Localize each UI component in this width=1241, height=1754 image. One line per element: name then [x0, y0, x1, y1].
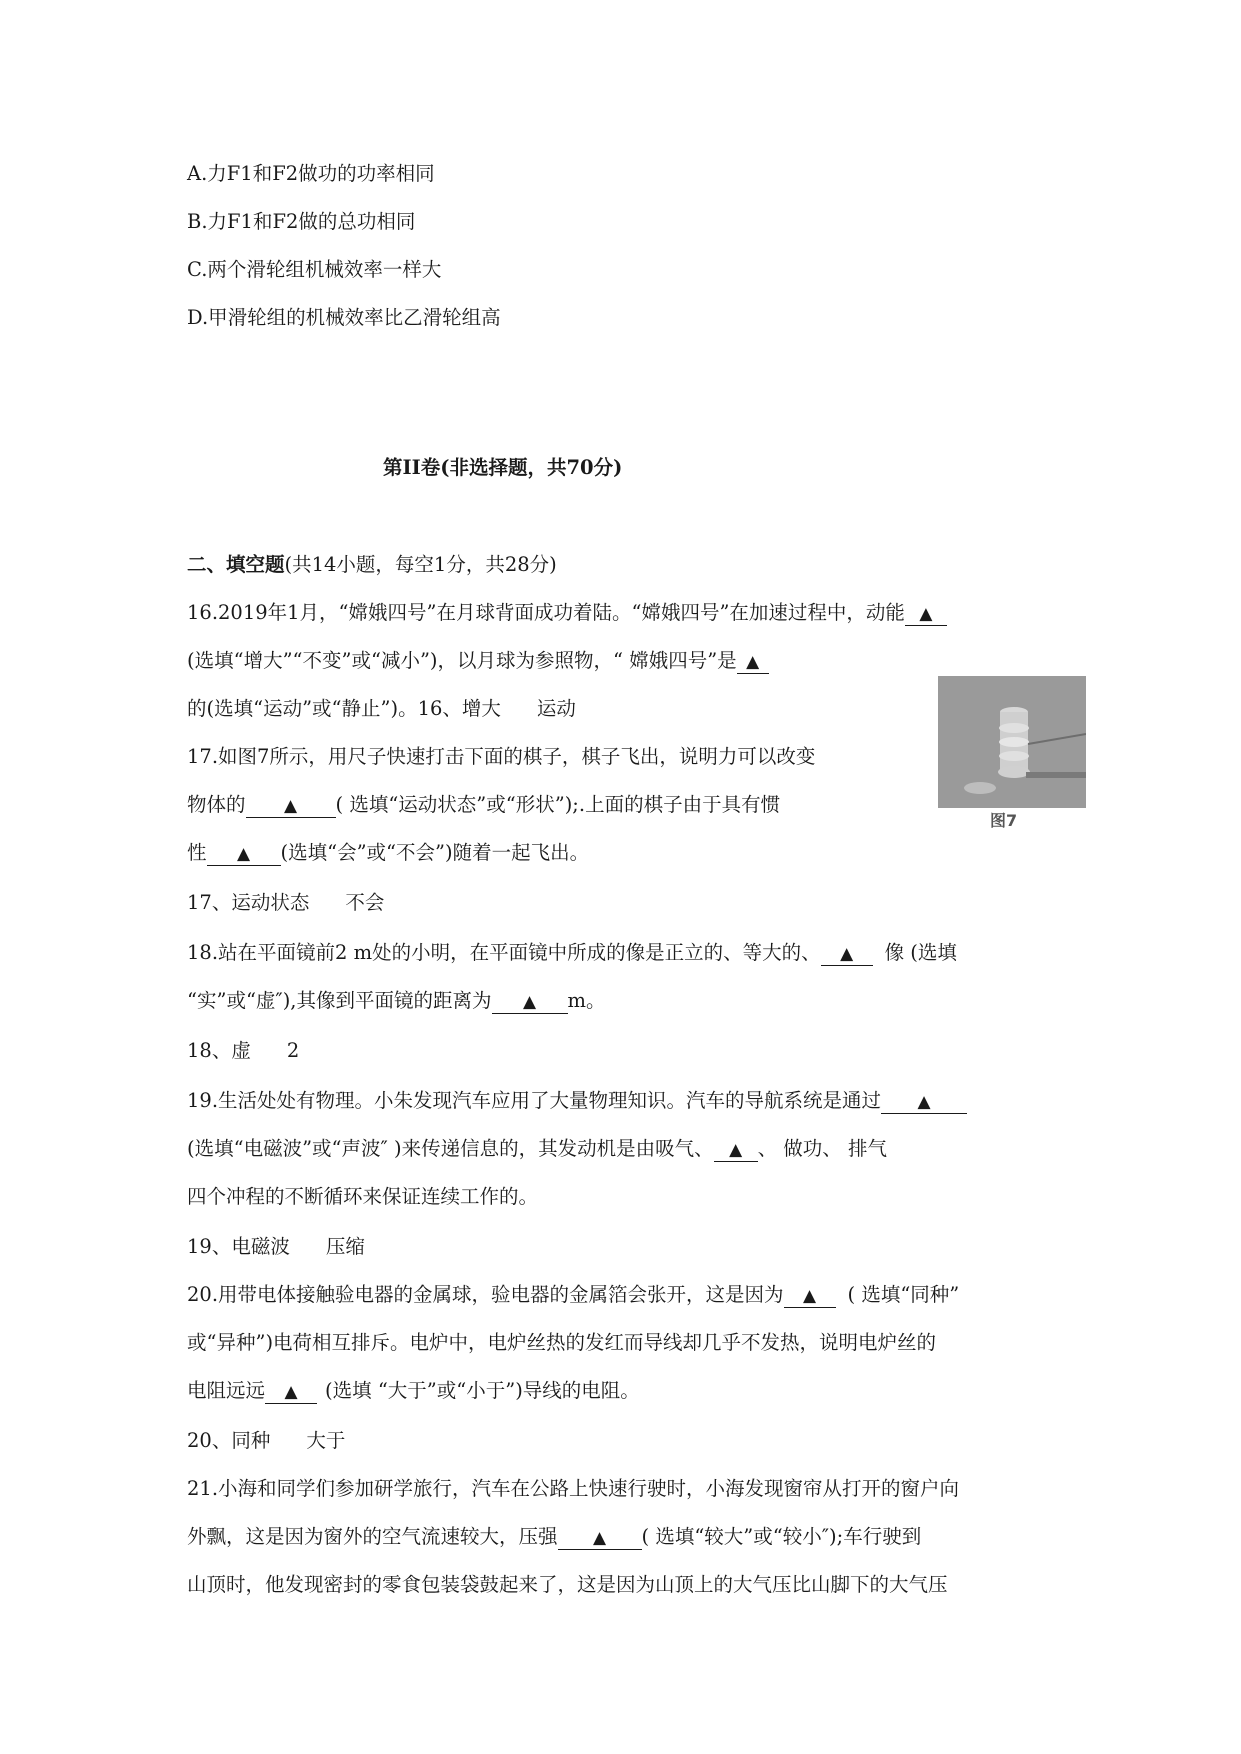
- q19-text2b: 、 做功、 排气: [757, 1137, 888, 1160]
- q19-text2a: (选填“电磁波”或“声波″ )来传递信息的，其发动机是由吸气、: [187, 1137, 714, 1160]
- q17-text3a: 性: [187, 841, 207, 864]
- q17-answer-a: 17、运动状态: [187, 891, 310, 914]
- figure-7-label: 图7: [990, 811, 1018, 830]
- q16-line2: [187, 648, 769, 674]
- option-a: A.力F1和F2做功的功率相同: [187, 162, 435, 185]
- q18-blank2: ▲: [492, 991, 568, 1014]
- q20-text1a: 20.用带电体接触验电器的金属球，验电器的金属箔会张开，这是因为: [187, 1283, 784, 1306]
- q21-blank1: ▲: [558, 1527, 642, 1550]
- q19-line3: 四个冲程的不断循环来保证连续工作的。: [187, 1185, 539, 1208]
- q16-line1: [187, 600, 947, 626]
- q19-text1: 19.生活处处有物理。小朱发现汽车应用了大量物理知识。汽车的导航系统是通过: [187, 1089, 882, 1112]
- q18-text2a: “实”或“虚″),其像到平面镜的距离为: [187, 989, 492, 1012]
- q20-answer-b: 大于: [306, 1429, 346, 1452]
- option-b: B.力F1和F2做的总功相同: [187, 210, 416, 233]
- q19-blank1: ▲: [881, 1091, 967, 1114]
- q20-text3b: (选填 “大于”或“小于”)导线的电阻。: [325, 1379, 640, 1402]
- q21-text2a: 外飘，这是因为窗外的空气流速较大，压强: [187, 1525, 558, 1548]
- q19-answer: [187, 1234, 365, 1260]
- q17-text2a: 物体的: [187, 793, 246, 816]
- q16-blank1: ▲: [905, 603, 947, 626]
- section-note: (共14小题，每空1分，共28分): [284, 553, 557, 576]
- q18-answer-b: 2: [286, 1039, 300, 1062]
- q16-answer2: 运动: [536, 697, 576, 720]
- q20-answer: [187, 1428, 345, 1454]
- q16-text2: (选填“增大”“不变”或“减小”)，以月球为参照物，“ 嫦娥四号”是: [187, 649, 737, 672]
- q21-text2b: ( 选填“较大”或“较小″);车行驶到: [641, 1525, 922, 1548]
- q16-blank2: ▲: [737, 651, 769, 674]
- q19-answer-b: 压缩: [325, 1235, 365, 1258]
- q21-line3: 山顶时，他发现密封的零食包装袋鼓起来了，这是因为山顶上的大气压比山脚下的大气压: [187, 1573, 948, 1596]
- q17-answer-b: 不会: [345, 891, 385, 914]
- q21-line2: [187, 1524, 921, 1550]
- q16-text1: 16.2019年1月，“嫦娥四号”在月球背面成功着陆。“嫦娥四号”在加速过程中，动能: [187, 601, 905, 624]
- q20-line1: [187, 1282, 959, 1308]
- q19-answer-a: 19、电磁波: [187, 1235, 290, 1258]
- q17-blank2: ▲: [207, 843, 281, 866]
- q18-text1a: 18.站在平面镜前2 m处的小明，在平面镜中所成的像是正立的、等大的、: [187, 941, 821, 964]
- q20-text3a: 电阻远远: [187, 1379, 266, 1402]
- q17-text3b: (选填“会”或“不会”)随着一起飞出。: [280, 841, 590, 864]
- section-title: 二、填空题: [187, 553, 285, 576]
- chess-pieces-photo: [938, 676, 1086, 808]
- part2-title: 第II卷(非选择题，共70分): [383, 456, 623, 479]
- q16-line3: [187, 696, 576, 722]
- q18-answer-a: 18、虚: [187, 1039, 251, 1062]
- q17-blank1: ▲: [246, 795, 336, 818]
- q19-blank2: ▲: [714, 1139, 758, 1162]
- q18-blank1: ▲: [821, 943, 873, 966]
- q18-answer: [187, 1038, 299, 1064]
- q17-text2b: ( 选填“运动状态”或“形状”);.上面的棋子由于具有惯: [335, 793, 781, 816]
- q18-line2: [187, 988, 606, 1014]
- q19-line2: [187, 1136, 887, 1162]
- q18-text1b: 像 (选填: [884, 941, 957, 964]
- q18-line1: [187, 940, 957, 966]
- q20-answer-a: 20、同种: [187, 1429, 271, 1452]
- q20-line2: 或“异种”)电荷相互排斥。电炉中，电炉丝热的发红而导线却几乎不发热，说明电炉丝的: [187, 1331, 937, 1354]
- option-d: D.甲滑轮组的机械效率比乙滑轮组高: [187, 306, 501, 329]
- q20-blank2: ▲: [265, 1381, 317, 1404]
- q20-blank1: ▲: [784, 1285, 836, 1308]
- q17-answer: [187, 890, 384, 916]
- q17-line1: 17.如图7所示，用尺子快速打击下面的棋子，棋子飞出，说明力可以改变: [187, 745, 816, 768]
- q18-text2b: m。: [567, 989, 606, 1012]
- q19-line1: [187, 1088, 967, 1114]
- q20-text1b: ( 选填“同种”: [847, 1283, 960, 1306]
- figure-7-image: [938, 676, 1086, 808]
- q21-line1: 21.小海和同学们参加研学旅行，汽车在公路上快速行驶时，小海发现窗帘从打开的窗户向: [187, 1477, 960, 1500]
- option-c: C.两个滑轮组机械效率一样大: [187, 258, 442, 281]
- q17-line3: [187, 840, 589, 866]
- q20-line3: [187, 1378, 640, 1404]
- q17-line2: [187, 792, 780, 818]
- section-header: [187, 552, 557, 578]
- q16-text3: 的(选填“运动”或“静止”)。16、增大: [187, 697, 501, 720]
